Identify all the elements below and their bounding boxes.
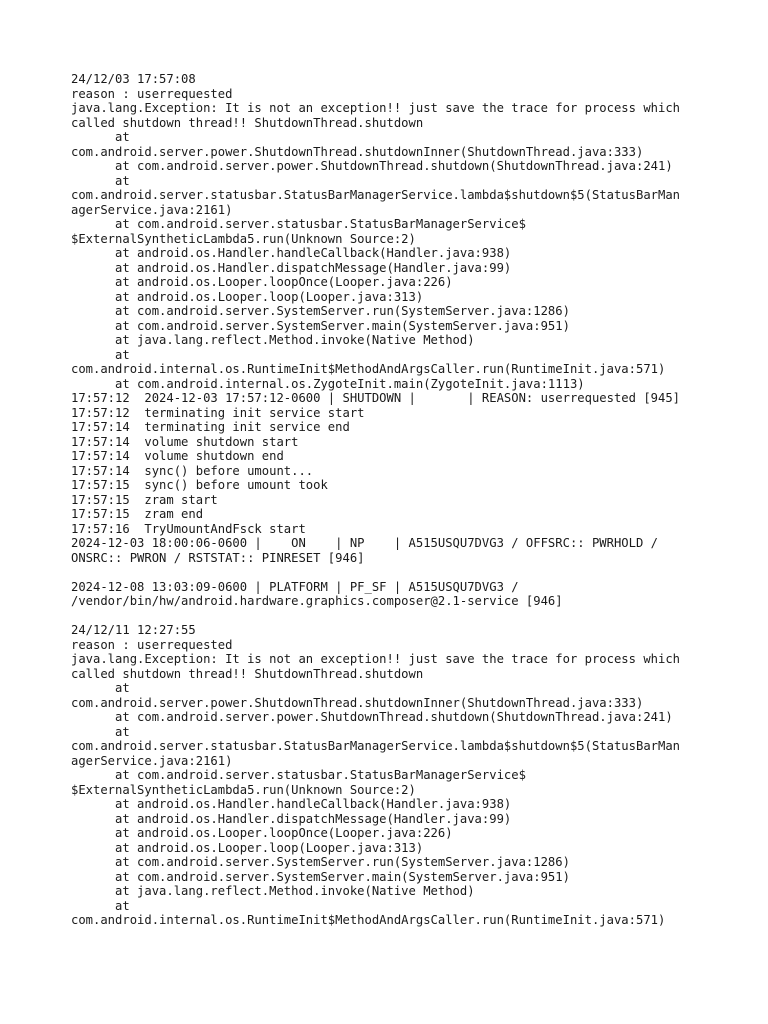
log-line: 2024-12-03 18:00:06-0600 | ON | NP | A515USQU7DVG3 / OFFSRC:: PWRHOLD / xyxy=(71,536,658,550)
log-line: ONSRC:: PWRON / RSTSTAT:: PINRESET [946] xyxy=(71,550,365,565)
log-line: at com.android.server.SystemServer.main(SystemServer.java:951) xyxy=(71,869,570,884)
log-line: at android.os.Handler.handleCallback(Handler.java:938) xyxy=(71,246,512,260)
log-line: at com.android.server.power.ShutdownThread.shutdown(ShutdownThread.java:241) xyxy=(71,710,673,724)
log-line: at com.android.server.SystemServer.main(SystemServer.java:951) xyxy=(71,318,570,333)
log-line: at android.os.Handler.dispatchMessage(Handler.java:99) xyxy=(71,260,512,275)
log-line: reason : userrequested xyxy=(71,86,233,101)
log-line xyxy=(71,565,711,580)
log-line: 24/12/11 12:27:55 xyxy=(71,623,196,637)
log-line: com.android.server.statusbar.StatusBarManagerService.lambda$shutdown$5(StatusBarMan xyxy=(71,739,681,753)
log-line: at xyxy=(71,347,130,362)
log-line: reason : userrequested xyxy=(71,637,233,652)
log-line: at android.os.Looper.loopOnce(Looper.java:226) xyxy=(71,275,453,289)
log-line: 17:57:15 zram start xyxy=(71,492,218,507)
log-line: at java.lang.reflect.Method.invoke(Native Method) xyxy=(71,884,475,898)
log-line: at com.android.server.statusbar.StatusBarManagerService$ xyxy=(71,768,526,782)
log-line: 17:57:14 sync() before umount... xyxy=(71,463,314,478)
log-line: 2024-12-08 13:03:09-0600 | PLATFORM | PF_SF | A515USQU7DVG3 / xyxy=(71,579,519,594)
log-line: 17:57:15 zram end xyxy=(71,507,204,521)
log-line: 17:57:15 sync() before umount took xyxy=(71,478,328,492)
log-line: 17:57:14 volume shutdown end xyxy=(71,449,284,463)
log-line: 17:57:14 terminating init service end xyxy=(71,420,350,434)
log-line: com.android.internal.os.RuntimeInit$MethodAndArgsCaller.run(RuntimeInit.java:571) xyxy=(71,913,666,927)
log-line: at java.lang.reflect.Method.invoke(Native Method) xyxy=(71,333,475,347)
log-line: at xyxy=(71,173,130,188)
log-line: at xyxy=(71,681,130,695)
log-line: 17:57:12 2024-12-03 17:57:12-0600 | SHUTDOWN | | REASON: userrequested [945] xyxy=(71,391,681,405)
log-line: agerService.java:2161) xyxy=(71,202,233,217)
log-line: at xyxy=(71,724,130,739)
log-line: called shutdown thread!! ShutdownThread.shutdown xyxy=(71,666,424,681)
log-line: /vendor/bin/hw/android.hardware.graphics.composer@2.1-service [946] xyxy=(71,594,563,608)
log-line: at android.os.Looper.loopOnce(Looper.java:226) xyxy=(71,826,453,840)
log-line: called shutdown thread!! ShutdownThread.shutdown xyxy=(71,115,424,130)
log-line: at android.os.Handler.dispatchMessage(Handler.java:99) xyxy=(71,811,512,826)
log-line: java.lang.Exception: It is not an exception!! just save the trace for process which xyxy=(71,101,681,115)
log-document xyxy=(71,72,711,928)
log-line: $ExternalSyntheticLambda5.run(Unknown Source:2) xyxy=(71,782,416,797)
log-line: at com.android.server.SystemServer.run(SystemServer.java:1286) xyxy=(71,304,570,318)
log-line: at android.os.Looper.loop(Looper.java:313) xyxy=(71,840,424,855)
log-line: at android.os.Looper.loop(Looper.java:313) xyxy=(71,289,424,304)
log-line: agerService.java:2161) xyxy=(71,753,233,768)
log-line: com.android.server.statusbar.StatusBarManagerService.lambda$shutdown$5(StatusBarMan xyxy=(71,188,681,202)
log-line: at com.android.server.SystemServer.run(SystemServer.java:1286) xyxy=(71,855,570,869)
log-line: 17:57:16 TryUmountAndFsck start xyxy=(71,521,306,536)
log-line: java.lang.Exception: It is not an exception!! just save the trace for process which xyxy=(71,652,681,666)
log-line: at com.android.server.statusbar.StatusBarManagerService$ xyxy=(71,217,526,231)
log-line: 17:57:12 terminating init service start xyxy=(71,405,365,420)
log-line xyxy=(71,609,711,624)
log-line: com.android.internal.os.RuntimeInit$MethodAndArgsCaller.run(RuntimeInit.java:571) xyxy=(71,362,666,376)
log-line: at xyxy=(71,130,130,144)
log-line: com.android.server.power.ShutdownThread.shutdownInner(ShutdownThread.java:333) xyxy=(71,144,644,159)
log-line: 24/12/03 17:57:08 xyxy=(71,72,196,86)
log-line: at com.android.internal.os.ZygoteInit.main(ZygoteInit.java:1113) xyxy=(71,376,585,391)
log-line: at com.android.server.power.ShutdownThread.shutdown(ShutdownThread.java:241) xyxy=(71,159,673,173)
log-line: at android.os.Handler.handleCallback(Handler.java:938) xyxy=(71,797,512,811)
log-line: at xyxy=(71,898,130,913)
log-line: com.android.server.power.ShutdownThread.shutdownInner(ShutdownThread.java:333) xyxy=(71,695,644,710)
log-line: 17:57:14 volume shutdown start xyxy=(71,434,299,449)
log-line: $ExternalSyntheticLambda5.run(Unknown Source:2) xyxy=(71,231,416,246)
